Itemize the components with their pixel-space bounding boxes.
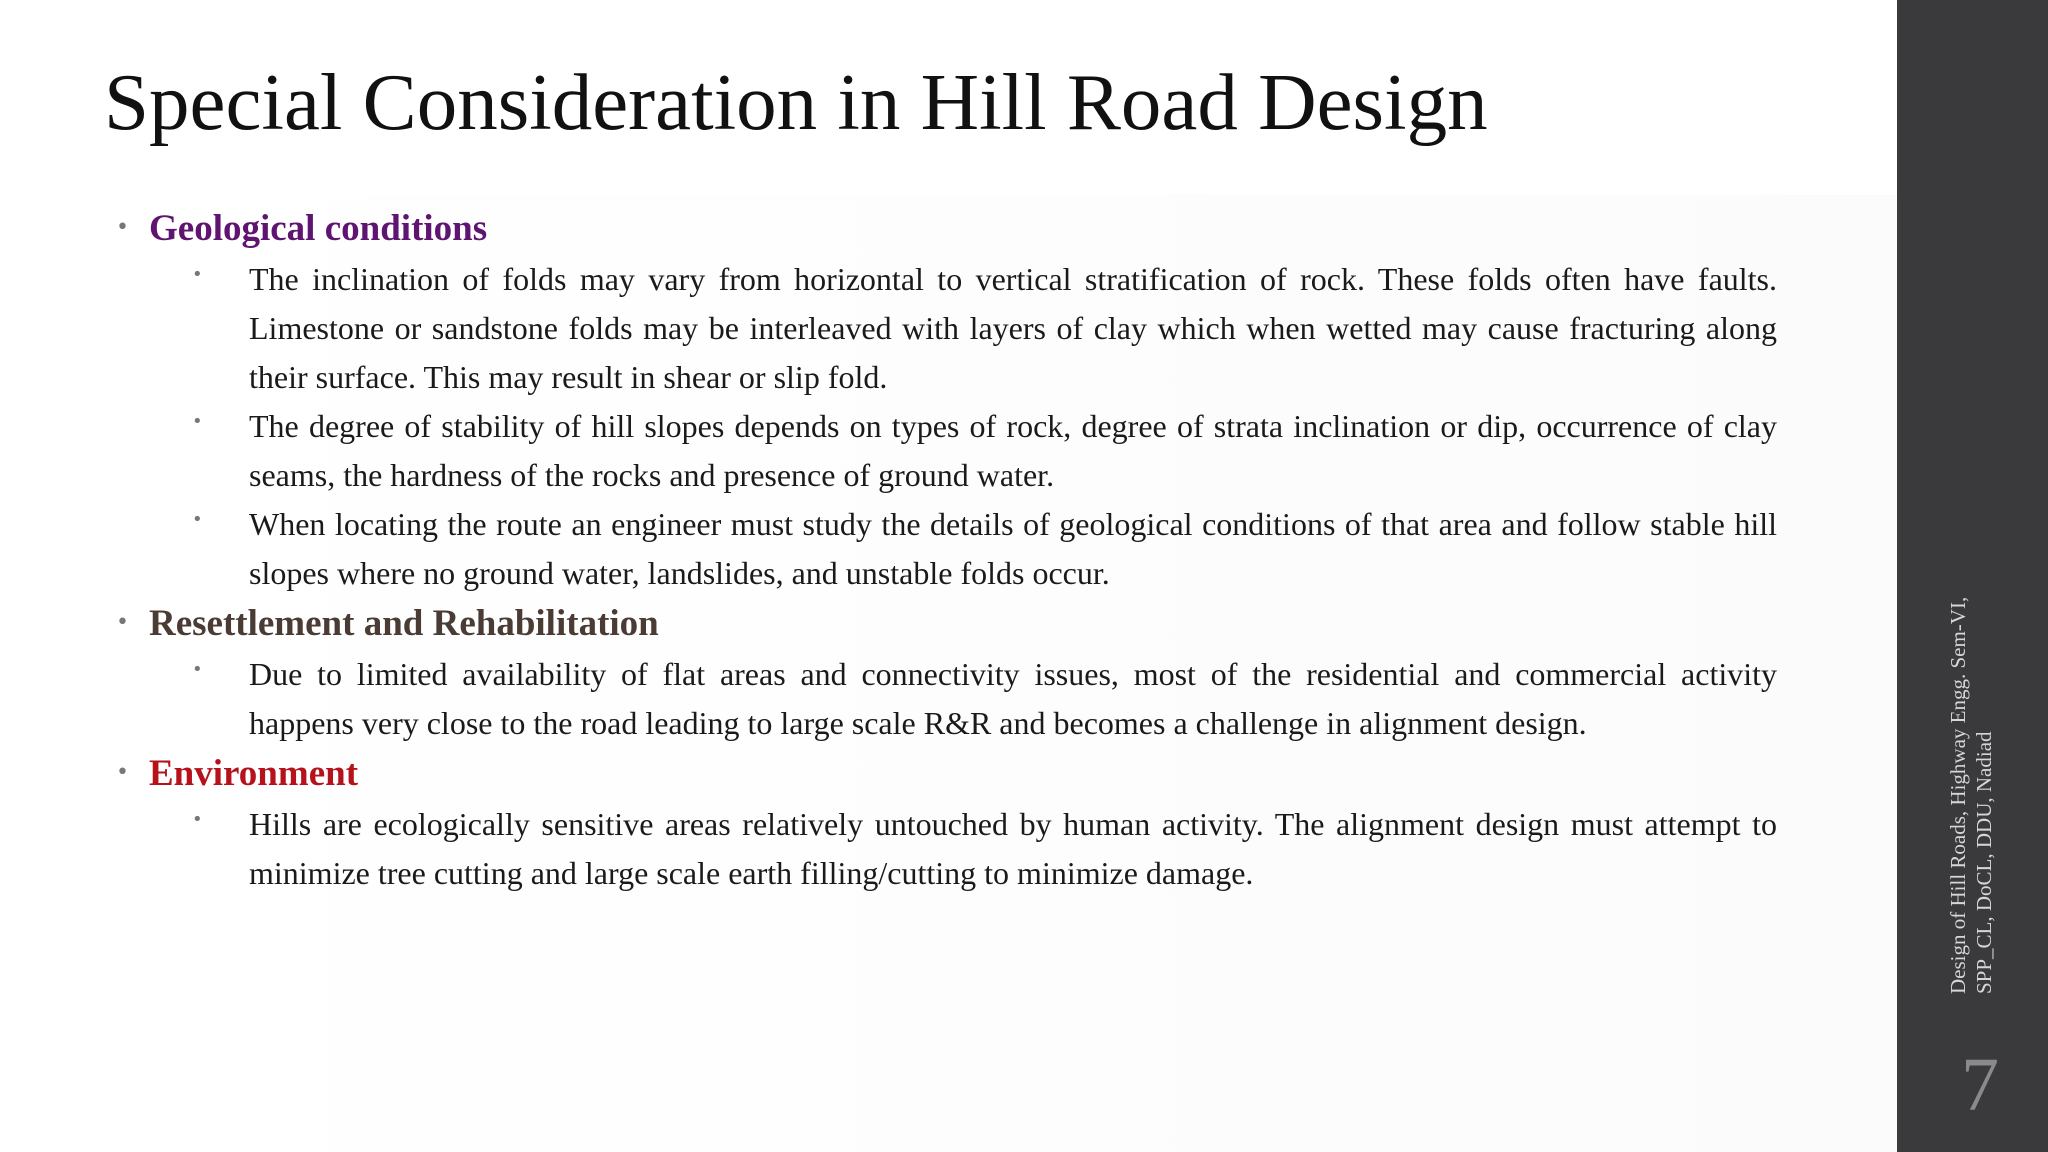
- bullet-icon: •: [116, 760, 129, 785]
- section-heading: Environment: [149, 753, 359, 794]
- bullet-icon: •: [116, 610, 129, 635]
- sub-bullet-icon: •: [192, 509, 203, 530]
- item-text: The inclination of folds may vary from horizontal to vertical stratification of rock. These folds often have faults. Limestone or sandstone folds may be interleaved with layers of clay which when wetted may cause fracturing along their surface. This may result in shear or slip fold.: [249, 261, 1777, 395]
- list-item: [112, 800, 1777, 898]
- sub-bullet-icon: •: [192, 411, 203, 432]
- slide-body: [112, 203, 1777, 898]
- slide-title: Special Consideration in Hill Road Design: [104, 57, 1488, 147]
- list-item: [112, 255, 1777, 402]
- item-text: Hills are ecologically sensitive areas relatively untouched by human activity. The alignment design must attempt to minimize tree cutting and large scale earth filling/cutting to minimize damage.: [249, 806, 1777, 891]
- item-text: When locating the route an engineer must study the details of geological conditions of that area and follow stable hill slopes where no ground water, landslides, and unstable folds occur.: [249, 506, 1777, 591]
- bullet-icon: •: [116, 215, 129, 240]
- page-number: 7: [1961, 1043, 1999, 1127]
- sub-bullet-icon: •: [192, 809, 203, 830]
- footer-line-1: Design of Hill Roads, Highway Engg. Sem-VI,: [1946, 596, 1970, 994]
- sub-bullet-icon: •: [192, 264, 203, 285]
- section-heading: Geological conditions: [149, 208, 488, 249]
- item-text: Due to limited availability of flat areas and connectivity issues, most of the residential and commercial activity happens very close to the road leading to large scale R&R and becomes a challenge in alignment design.: [249, 656, 1777, 741]
- list-item: [112, 402, 1777, 500]
- section-heading: Resettlement and Rehabilitation: [149, 603, 659, 644]
- section-geological-conditions: [112, 203, 1777, 598]
- sub-bullet-icon: •: [192, 659, 203, 680]
- item-text: The degree of stability of hill slopes depends on types of rock, degree of strata inclination or dip, occurrence of clay seams, the hardness of the rocks and presence of ground water.: [249, 408, 1777, 493]
- list-item: [112, 500, 1777, 598]
- list-item: [112, 650, 1777, 748]
- section-environment: [112, 748, 1777, 898]
- footer-text: [1945, 494, 2005, 994]
- footer-line-2: SPP_CL, DoCL, DDU, Nadiad: [1972, 731, 1996, 994]
- section-resettlement-rehabilitation: [112, 598, 1777, 748]
